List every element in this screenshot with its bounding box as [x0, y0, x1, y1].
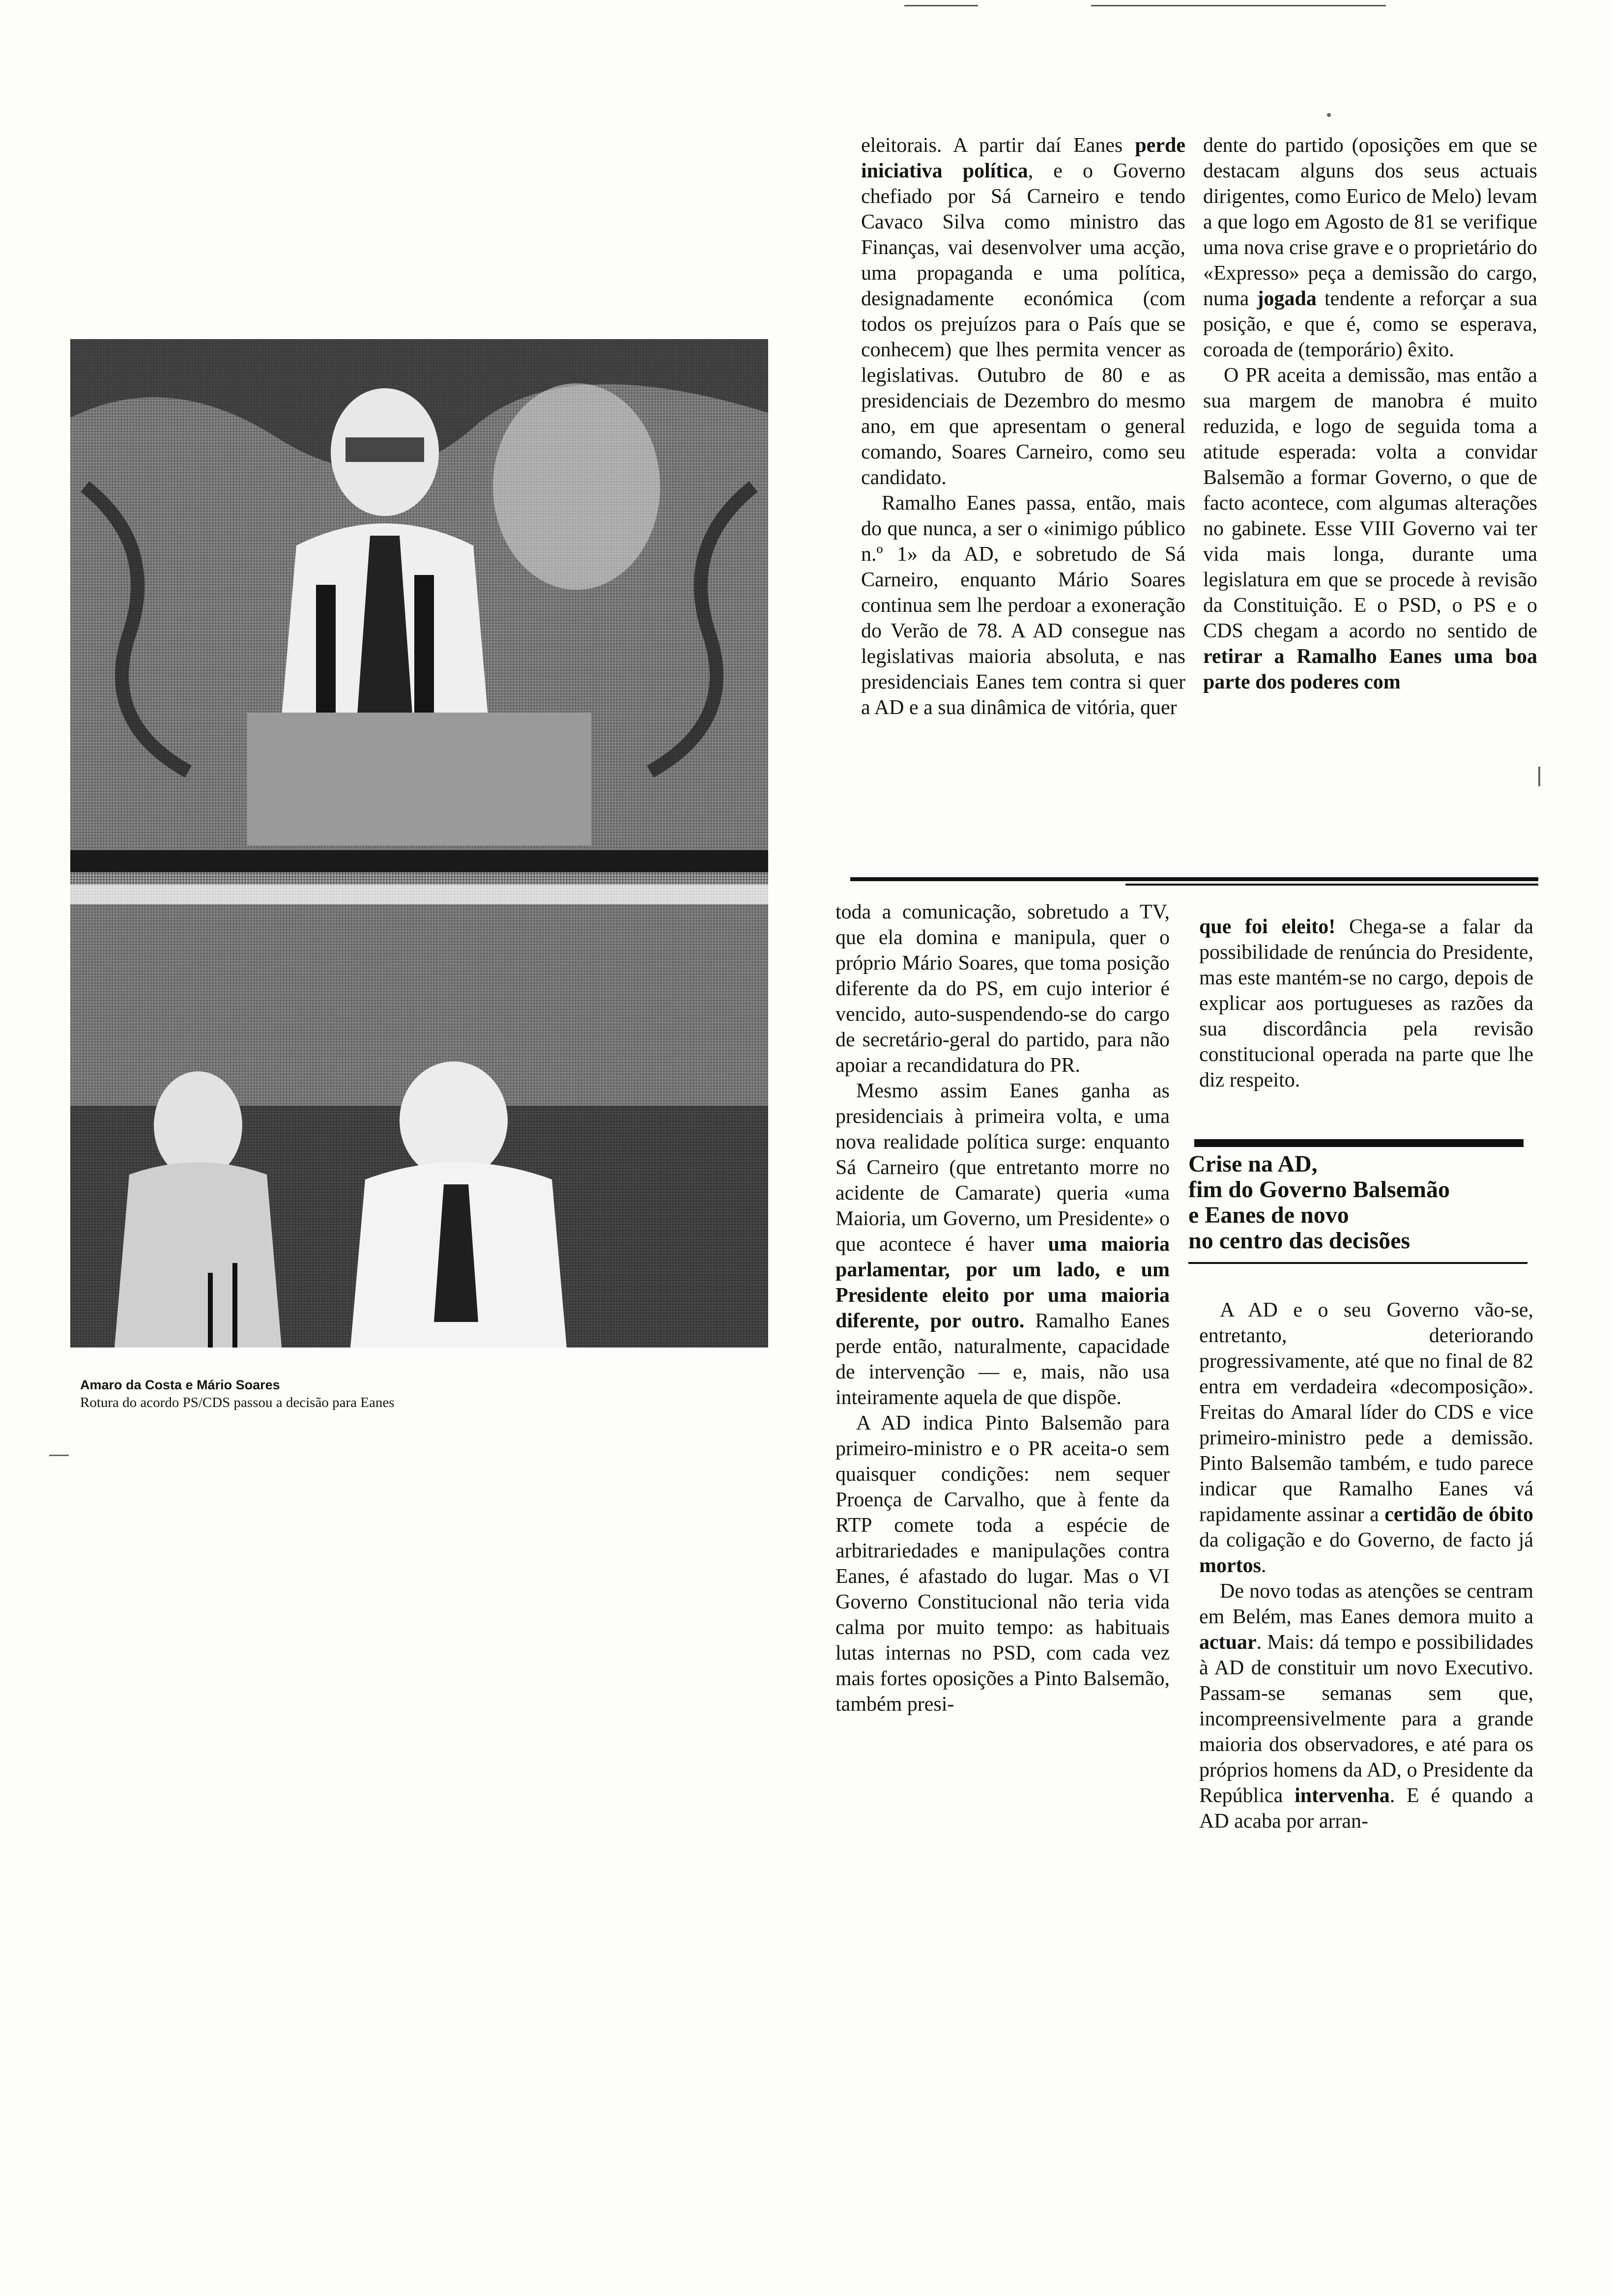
article-column-top-right: [1203, 133, 1537, 855]
section-heading: [1188, 1151, 1513, 1254]
scan-mark: [1327, 113, 1331, 117]
paragraph: [835, 1410, 1170, 1717]
photo-amaro-da-costa-mario-soares: [70, 339, 768, 1348]
bold-text-run: jogada: [1257, 287, 1317, 310]
text-run: . Mais: dá tempo e possibilidades à AD de constituir um novo Executivo. Passam-se semanas sem que, incompreensivelmente para a grande maioria dos observadores, e até para os próprios homens da AD, o Presidente da República: [1199, 1631, 1533, 1807]
text-run: Ramalho Eanes passa, então, mais do que nunca, a ser o «inimigo público n.º 1» da AD, e sobretudo de Sá Carneiro, enquanto Mário Soares continua sem lhe perdoar a exoneração do Verão de 78. A AD consegue nas legislativas maioria absoluta, e nas presidenciais Eanes tem contra si quer a AD e a sua dinâmica de vitória, quer: [861, 492, 1185, 719]
heading-rule-bottom: [1188, 1262, 1527, 1264]
text-run: Mesmo assim Eanes ganha as presidenciais à primeira volta, e uma nova realidade política surge: enquanto Sá Carneiro (que entretanto morre no acidente de Camarate) queria «uma Maioria, um Governo, um Presidente» o que acontece é haver: [835, 1080, 1170, 1256]
paragraph: [835, 899, 1170, 1078]
section-heading-line: fim do Governo Balsemão: [1188, 1177, 1450, 1203]
scan-mark: [49, 1455, 69, 1456]
caption-text: Rotura do acordo PS/CDS passou a decisão para Eanes: [80, 1395, 395, 1410]
article-column-bottom-left: [835, 899, 1170, 2118]
text-run: A AD indica Pinto Balsemão para primeiro-ministro e o PR aceita-o sem quaisquer condições: nem sequer Proença de Carvalho, que à fente da RTP comete toda a espécie de arbitrariedades e manipulações contra Eanes, é afastado do lugar. Mas o VI Governo Constitucional não teria vida calma por muito tempo: as habituais lutas internas no PSD, com cada vez mais fortes oposições a Pinto Balsemão, também presi-: [835, 1412, 1170, 1716]
section-heading-line: no centro das decisões: [1188, 1228, 1410, 1254]
text-run: A AD e o seu Governo vão-se, entretanto, deteriorando progressivamente, até que no final de 82 entra em verdadeira «decomposição». Freitas do Amaral líder do CDS e vice primeiro-ministro pede a demissão. Pinto Balsemão também, e tudo parece indicar que Ramalho Eanes vá rapidamente assinar a: [1199, 1299, 1533, 1526]
bold-text-run: intervenha: [1295, 1784, 1390, 1807]
article-column-bottom-right-bottom: [1199, 1297, 1533, 1936]
text-run: , e o Governo chefiado por Sá Carneiro e tendo Cavaco Silva como ministro das Finanças, vai desenvolver uma acção, uma propaganda e uma política, designadamente económica (com todos os prejuízos para o País que se conhecem) que lhes permita vencer as legislativas. Outubro de 80 e as presidenciais de Dezembro do mesmo ano, em que apresentam o general comando, Soares Carneiro, como seu candidato.: [861, 160, 1185, 489]
section-heading-line: e Eanes de novo: [1188, 1202, 1349, 1228]
bold-text-run: que foi eleito!: [1199, 916, 1336, 938]
text-run: .: [1261, 1554, 1267, 1577]
text-run: Chega-se a falar da possibilidade de renúncia do Presidente, mas este mantém-se no cargo, depois de explicar aos portugueses as razões da sua discordância pela revisão constitucional operada na parte que lhe diz respeito.: [1199, 916, 1533, 1091]
photo-caption: [80, 1376, 768, 1411]
paragraph: [1203, 363, 1537, 695]
paragraph: [1199, 914, 1533, 1093]
text-run: Ramalho Eanes perde então, naturalmente, capacidade de intervenção — e, mais, não usa inteiramente aquela de que dispõe.: [835, 1310, 1170, 1409]
scan-mark: [1538, 767, 1540, 786]
text-run: De novo todas as atenções se centram em Belém, mas Eanes demora muito a: [1199, 1580, 1533, 1628]
text-run: eleitorais. A partir daí Eanes: [861, 134, 1135, 157]
bold-text-run: perde iniciativa política: [861, 134, 1185, 182]
text-run: tendente a reforçar a sua posição, e que é, como se esperava, coroada de (temporário) êxito.: [1203, 287, 1537, 361]
article-column-top-left: [861, 133, 1185, 840]
section-heading-line: Crise na AD,: [1188, 1151, 1318, 1177]
paragraph: [1199, 1578, 1533, 1834]
paragraph: [861, 133, 1185, 490]
paragraph: [861, 490, 1185, 720]
paragraph: [835, 1078, 1170, 1410]
text-run: O PR aceita a demissão, mas então a sua margem de manobra é muito reduzida, e logo de seguida toma a atitude esperada: volta a convidar Balsemão a formar Governo, o que de facto acontece, com algumas alterações no gabinete. Esse VIII Governo vai ter vida mais longa, durante uma legislatura em que se procede à revisão da Constituição. E o PSD, o PS e o CDS chegam a acordo no sentido de: [1203, 364, 1537, 642]
photo-illustration: [70, 339, 768, 1348]
paragraph: [1199, 1297, 1533, 1578]
bold-text-run: certidão de óbito: [1384, 1503, 1533, 1526]
bold-text-run: uma maioria parlamentar, por um lado, e um Presidente eleito por uma maioria diferente, por outro.: [835, 1233, 1170, 1332]
bold-text-run: mortos: [1199, 1554, 1261, 1577]
heading-rule-top: [1194, 1139, 1524, 1147]
paragraph: [1203, 133, 1537, 363]
caption-names: Amaro da Costa e Mário Soares: [80, 1378, 280, 1392]
column-divider-rule: [850, 877, 1538, 881]
top-rule-right: [1091, 5, 1386, 6]
text-run: da coligação e do Governo, de facto já: [1199, 1529, 1533, 1551]
text-run: dente do partido (oposições em que se destacam alguns dos seus actuais dirigentes, como Eurico de Melo) levam a que logo em Agosto de 81 se verifique uma nova crise grave e o proprietário do «Expresso» peça a demissão do cargo, numa: [1203, 134, 1537, 310]
column-divider-rule-secondary: [1125, 884, 1538, 886]
text-run: . E é quando a AD acaba por arran-: [1199, 1784, 1533, 1833]
bold-text-run: actuar: [1199, 1631, 1257, 1654]
article-column-bottom-right-top: [1199, 914, 1533, 1125]
bold-text-run: retirar a Ramalho Eanes uma boa parte dos poderes com: [1203, 645, 1537, 693]
top-rule-left: [904, 5, 978, 6]
text-run: toda a comunicação, sobretudo a TV, que ela domina e manipula, quer o próprio Mário Soares, que toma posição diferente da do PS, em cujo interior é vencido, auto-suspendendo-se do cargo de secretário-geral do partido, para não apoiar a recandidatura do PR.: [835, 901, 1170, 1077]
